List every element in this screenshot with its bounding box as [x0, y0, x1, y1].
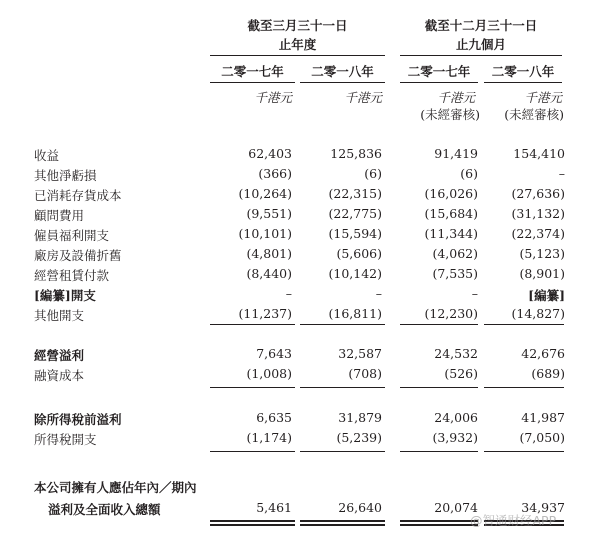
row-value: (15,594) [328, 226, 382, 241]
row-value: (14,827) [511, 306, 565, 321]
row-value: (22,374) [511, 226, 565, 241]
total-double-rule [300, 520, 385, 522]
total-double-rule [400, 520, 478, 522]
subtotal-rule [210, 451, 295, 452]
unaudited-label: (未經審核) [420, 107, 480, 122]
row-label: 廠房及設備折舊 [34, 248, 122, 263]
year-rule [484, 82, 562, 83]
row-value: (31,132) [511, 206, 565, 221]
row-value: 154,410 [513, 146, 565, 161]
subtotal-rule [400, 387, 478, 388]
row-value: (10,101) [238, 226, 292, 241]
total-double-rule [400, 524, 478, 526]
row-value: (11,237) [238, 306, 292, 321]
year-rule [300, 82, 385, 83]
row-label: 收益 [34, 148, 60, 163]
row-value: (12,230) [424, 306, 478, 321]
row-value: 7,643 [256, 346, 292, 361]
subtotal-rule [484, 451, 564, 452]
row-label: 顧問費用 [34, 208, 85, 223]
row-value: (6) [460, 166, 478, 181]
row-value: (7,050) [519, 430, 565, 445]
row-label: 經營租賃付款 [34, 268, 110, 283]
row-label: 溢利及全面收入總額 [48, 502, 161, 517]
year-header: 二零一七年 [407, 64, 471, 79]
row-value: 20,074 [434, 500, 478, 515]
row-value: (5,239) [336, 430, 382, 445]
row-value: (11,344) [424, 226, 478, 241]
row-value: (5,123) [519, 246, 565, 261]
row-value: [編纂] [528, 288, 565, 303]
row-value: (10,142) [328, 266, 382, 281]
unit-label: 千港元 [437, 90, 475, 105]
row-label: 已消耗存貨成本 [34, 188, 122, 203]
row-label: 融資成本 [34, 368, 85, 383]
header-group-year-ended: 截至三月三十一日 [247, 18, 348, 33]
row-value: (1,174) [246, 430, 292, 445]
year-header: 二零一八年 [311, 64, 374, 79]
row-value: 5,461 [256, 500, 292, 515]
row-value: – [471, 286, 478, 301]
row-value: 32,587 [338, 346, 382, 361]
row-value: (6) [364, 166, 382, 181]
row-value: 91,419 [434, 146, 478, 161]
row-value: 41,987 [521, 410, 565, 425]
header-group-nine-months-sub: 止九個月 [455, 37, 506, 52]
row-value: 125,836 [330, 146, 382, 161]
row-value: (5,606) [336, 246, 382, 261]
subtotal-rule [210, 387, 295, 388]
row-value: – [558, 166, 565, 181]
subtotal-rule [300, 387, 385, 388]
header-group2-rule [400, 55, 562, 56]
subtotal-rule [400, 324, 478, 325]
row-label: 僱員福利開支 [34, 228, 110, 243]
row-value: – [285, 286, 292, 301]
row-value: (27,636) [511, 186, 565, 201]
row-value: 62,403 [248, 146, 292, 161]
row-value: 24,532 [434, 346, 478, 361]
row-value: 31,879 [338, 410, 382, 425]
row-value: (15,684) [424, 206, 478, 221]
header-group-year-ended-sub: 止年度 [278, 37, 317, 52]
row-value: (3,932) [432, 430, 478, 445]
row-value: (7,535) [432, 266, 478, 281]
row-value: (16,026) [424, 186, 478, 201]
year-rule [400, 82, 478, 83]
unit-label: 千港元 [524, 90, 562, 105]
year-header: 二零一七年 [221, 64, 284, 79]
subtotal-rule [210, 324, 295, 325]
watermark: @智通财经APP [470, 513, 557, 528]
unaudited-label: (未經審核) [504, 107, 564, 122]
unit-label: 千港元 [344, 90, 382, 105]
row-label: [編纂]開支 [34, 288, 96, 303]
row-label: 經營溢利 [34, 348, 85, 363]
subtotal-rule [484, 324, 564, 325]
subtotal-rule [300, 324, 385, 325]
total-double-rule [210, 524, 295, 526]
header-group-nine-months: 截至十二月三十一日 [424, 18, 538, 33]
row-value: (526) [444, 366, 478, 381]
subtotal-rule [300, 451, 385, 452]
row-value: (689) [531, 366, 565, 381]
row-value: (8,901) [519, 266, 565, 281]
row-value: (708) [348, 366, 382, 381]
final-row-label-line1: 本公司擁有人應佔年內／期內 [34, 480, 197, 495]
row-value: 6,635 [256, 410, 292, 425]
row-value: 24,006 [434, 410, 478, 425]
row-value: 42,676 [521, 346, 565, 361]
row-value: 26,640 [338, 500, 382, 515]
row-value: (10,264) [238, 186, 292, 201]
row-label: 其他開支 [34, 308, 85, 323]
row-value: (1,008) [246, 366, 292, 381]
unit-label: 千港元 [254, 90, 292, 105]
row-label: 其他淨虧損 [34, 168, 97, 183]
row-value: (4,062) [432, 246, 478, 261]
total-double-rule [210, 520, 295, 522]
row-value: – [375, 286, 382, 301]
row-label: 除所得稅前溢利 [34, 412, 122, 427]
total-double-rule [300, 524, 385, 526]
row-value: (366) [258, 166, 292, 181]
row-value: 34,937 [521, 500, 565, 515]
year-header: 二零一八年 [491, 64, 555, 79]
row-label: 所得稅開支 [34, 432, 97, 447]
row-value: (22,775) [328, 206, 382, 221]
row-value: (9,551) [246, 206, 292, 221]
subtotal-rule [400, 451, 478, 452]
year-rule [210, 82, 295, 83]
row-value: (16,811) [328, 306, 382, 321]
row-value: (4,801) [246, 246, 292, 261]
row-value: (8,440) [246, 266, 292, 281]
subtotal-rule [484, 387, 564, 388]
header-group1-rule [210, 55, 385, 56]
row-value: (22,315) [328, 186, 382, 201]
